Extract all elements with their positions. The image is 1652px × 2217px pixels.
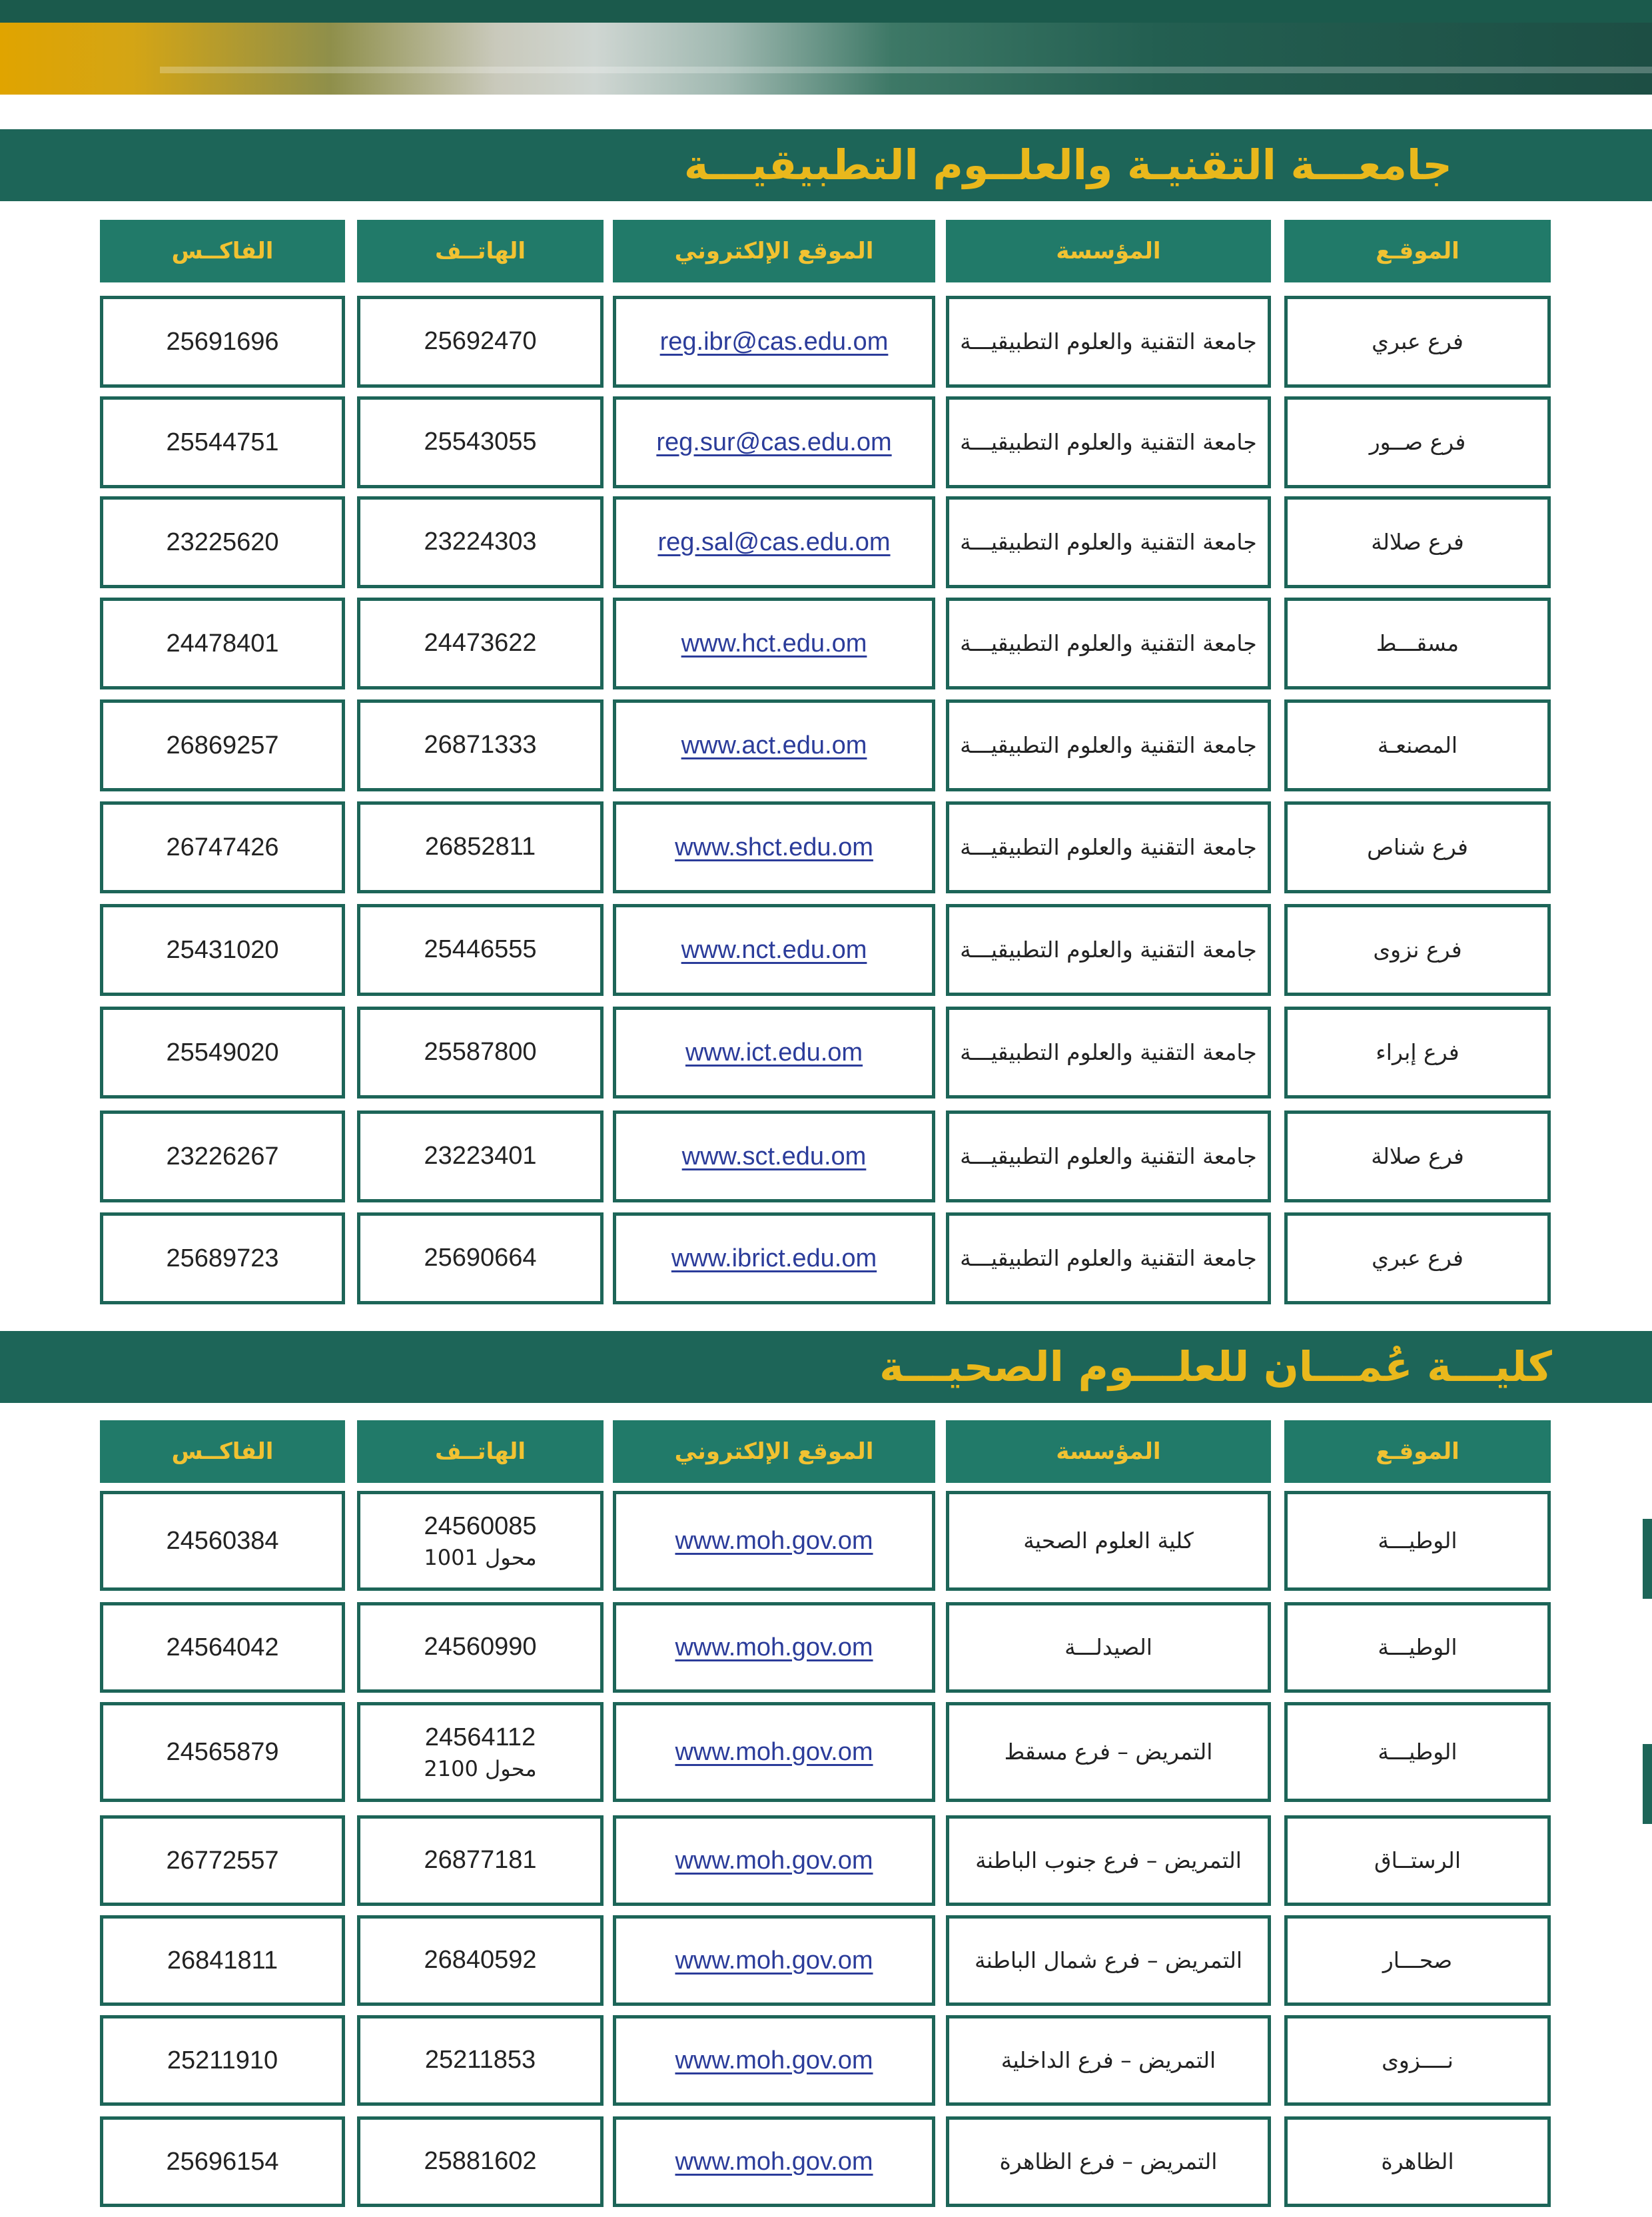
table-cell-website	[613, 396, 935, 488]
website-link[interactable]: www.sct.edu.om	[681, 1142, 867, 1170]
website-link[interactable]: www.nct.edu.om	[681, 935, 867, 964]
table-cell-phone	[357, 1491, 604, 1591]
institution-name: جامعة التقنية والعلوم التطبيقيـــة	[960, 1039, 1257, 1066]
table-cell-fax	[100, 496, 345, 588]
website-link[interactable]: www.hct.edu.om	[681, 629, 867, 658]
fax-number: 24478401	[166, 629, 279, 658]
phone-number	[424, 1943, 536, 1977]
phone-number	[424, 1510, 536, 1572]
phone-main: 25211853	[424, 2046, 536, 2074]
phone-number	[424, 728, 536, 762]
table-cell-institution	[946, 296, 1271, 388]
header-website: الموقع الإلكتروني	[613, 1420, 935, 1483]
table-cell-website	[613, 699, 935, 791]
header-phone: الهاتــف	[357, 1420, 604, 1483]
location-name: نــــزوى	[1382, 2047, 1453, 2074]
phone-main: 25692470	[424, 327, 537, 356]
institution-name: جامعة التقنية والعلوم التطبيقيـــة	[960, 1143, 1257, 1170]
phone-number	[425, 2043, 536, 2077]
phone-main: 24560085	[424, 1512, 537, 1540]
fax-number: 24564042	[166, 1633, 279, 1661]
phone-number	[424, 1721, 536, 1783]
table-cell-institution	[946, 1110, 1271, 1202]
phone-main: 24560990	[424, 1633, 537, 1661]
fax-number: 26772557	[166, 1846, 279, 1875]
table-cell-institution	[946, 1702, 1271, 1802]
table-cell-fax	[100, 1110, 345, 1202]
header-institution: المؤسسة	[946, 220, 1271, 282]
location-name: الرستــاق	[1374, 1847, 1461, 1874]
phone-main: 23224303	[424, 528, 537, 556]
website-link[interactable]: www.moh.gov.om	[675, 2046, 873, 2074]
institution-name: جامعة التقنية والعلوم التطبيقيـــة	[960, 630, 1257, 657]
table-cell-phone	[357, 396, 604, 488]
location-name: الظاهرة	[1381, 2148, 1454, 2175]
header-website: الموقع الإلكتروني	[613, 220, 935, 282]
fax-number: 25544751	[166, 428, 279, 456]
phone-main: 25543055	[424, 428, 537, 456]
header-phone: الهاتــف	[357, 220, 604, 282]
location-name: فرع إبراء	[1376, 1039, 1459, 1066]
table-cell-website	[613, 1815, 935, 1906]
table-cell-location	[1284, 1915, 1551, 2006]
institution-name: جامعة التقنية والعلوم التطبيقيـــة	[960, 732, 1257, 759]
institution-name: التمريض – فرع شمال الباطنة	[974, 1947, 1243, 1974]
phone-number	[424, 525, 536, 559]
phone-number	[424, 1241, 536, 1275]
phone-main: 25881602	[424, 2147, 537, 2176]
table-cell-phone	[357, 1915, 604, 2006]
table-cell-institution	[946, 904, 1271, 996]
table-cell-fax	[100, 904, 345, 996]
banner-stripe	[160, 67, 1652, 73]
website-link[interactable]: www.moh.gov.om	[675, 1633, 873, 1661]
table-cell-fax	[100, 1915, 345, 2006]
table-cell-phone	[357, 1007, 604, 1099]
table-cell-phone	[357, 2116, 604, 2207]
table-cell-phone	[357, 1602, 604, 1693]
table-cell-location	[1284, 296, 1551, 388]
table-cell-website	[613, 2116, 935, 2207]
location-name: المصنعـة	[1377, 732, 1458, 759]
table-cell-fax	[100, 2116, 345, 2207]
table-cell-fax	[100, 699, 345, 791]
website-link[interactable]: www.ibrict.edu.om	[671, 1244, 877, 1272]
location-name: فرع شناص	[1367, 834, 1468, 861]
table-cell-fax	[100, 296, 345, 388]
location-name: فرع نزوى	[1373, 937, 1462, 963]
institution-name: جامعة التقنية والعلوم التطبيقيـــة	[960, 937, 1257, 963]
institution-name: جامعة التقنية والعلوم التطبيقيـــة	[960, 328, 1257, 355]
location-name: فرع عبري	[1372, 1245, 1463, 1272]
phone-main: 26852811	[424, 833, 536, 861]
header-institution: المؤسسة	[946, 1420, 1271, 1483]
table-cell-phone	[357, 598, 604, 689]
table-cell-website	[613, 1702, 935, 1802]
table-cell-institution	[946, 1915, 1271, 2006]
fax-number: 26841811	[167, 1946, 278, 1975]
table-cell-website	[613, 1212, 935, 1304]
phone-number	[424, 1843, 536, 1877]
phone-number	[425, 830, 536, 864]
table-cell-institution	[946, 1007, 1271, 1099]
table-cell-location	[1284, 1212, 1551, 1304]
website-link[interactable]: www.moh.gov.om	[675, 1737, 873, 1766]
location-name: الوطيـــة	[1378, 1739, 1457, 1765]
table-cell-fax	[100, 2015, 345, 2106]
location-name: الوطيـــة	[1378, 1528, 1457, 1554]
fax-number: 25431020	[166, 935, 279, 964]
table-cell-phone	[357, 2015, 604, 2106]
table-cell-website	[613, 801, 935, 893]
table-cell-location	[1284, 1815, 1551, 1906]
location-name: فرع عبري	[1372, 328, 1463, 355]
table-cell-institution	[946, 396, 1271, 488]
phone-extension: محول 2100	[424, 1756, 537, 1782]
phone-main: 25446555	[424, 935, 537, 964]
fax-number: 26869257	[166, 731, 279, 759]
table-cell-website	[613, 1007, 935, 1099]
website-link[interactable]: www.moh.gov.om	[675, 1526, 873, 1555]
table-cell-location	[1284, 699, 1551, 791]
table-cell-phone	[357, 1110, 604, 1202]
phone-main: 26877181	[424, 1846, 537, 1875]
table-cell-fax	[100, 1602, 345, 1693]
table-cell-institution	[946, 1602, 1271, 1693]
table-cell-location	[1284, 2015, 1551, 2106]
phone-extension: محول 1001	[424, 1545, 537, 1571]
institution-name: جامعة التقنية والعلوم التطبيقيـــة	[960, 834, 1257, 861]
table-cell-institution	[946, 699, 1271, 791]
table-cell-fax	[100, 1491, 345, 1591]
phone-main: 26840592	[424, 1946, 537, 1975]
phone-number	[424, 2144, 536, 2178]
table-cell-website	[613, 2015, 935, 2106]
institution-name: الصيدلـــة	[1064, 1634, 1152, 1661]
table-cell-location	[1284, 904, 1551, 996]
table-cell-phone	[357, 801, 604, 893]
institution-name: جامعة التقنية والعلوم التطبيقيـــة	[960, 429, 1257, 456]
location-name: فرع صــور	[1369, 429, 1466, 456]
institution-name: التمريض – فرع الظاهرة	[999, 2148, 1218, 2175]
table-cell-website	[613, 1915, 935, 2006]
fax-number: 25691696	[166, 327, 279, 356]
phone-main: 26871333	[424, 731, 537, 759]
phone-number	[424, 933, 536, 967]
table-cell-location	[1284, 2116, 1551, 2207]
institution-name: التمريض – فرع جنوب الباطنة	[975, 1847, 1242, 1874]
section-bar-health-college	[0, 1331, 1652, 1403]
phone-main: 25587800	[424, 1038, 537, 1067]
phone-main: 24473622	[424, 629, 537, 658]
table-cell-location	[1284, 1702, 1551, 1802]
table-cell-institution	[946, 1212, 1271, 1304]
website-link[interactable]: reg.sur@cas.edu.om	[656, 428, 892, 456]
website-link[interactable]: www.moh.gov.om	[675, 1846, 873, 1875]
table-cell-fax	[100, 396, 345, 488]
table-cell-fax	[100, 1815, 345, 1906]
fax-number: 26747426	[166, 833, 279, 861]
header-fax: الفاكــس	[100, 220, 345, 282]
phone-main: 25690664	[424, 1244, 537, 1272]
table-cell-fax	[100, 1212, 345, 1304]
table-cell-location	[1284, 496, 1551, 588]
website-link[interactable]: reg.sal@cas.edu.om	[657, 528, 891, 556]
banner-gradient	[0, 23, 1652, 95]
table-cell-phone	[357, 296, 604, 388]
fax-number: 24565879	[166, 1737, 279, 1766]
table-cell-phone	[357, 496, 604, 588]
fax-number: 25689723	[166, 1244, 279, 1272]
institution-name: جامعة التقنية والعلوم التطبيقيـــة	[960, 529, 1257, 556]
phone-number	[424, 1139, 536, 1173]
table-cell-website	[613, 598, 935, 689]
table-cell-institution	[946, 2116, 1271, 2207]
institution-name: كلية العلوم الصحية	[1023, 1528, 1194, 1554]
table-cell-location	[1284, 1007, 1551, 1099]
location-name: الوطيـــة	[1378, 1634, 1457, 1661]
phone-number	[424, 425, 536, 459]
website-link[interactable]: www.act.edu.om	[681, 731, 867, 759]
phone-number	[424, 324, 536, 358]
table-cell-website	[613, 904, 935, 996]
fax-number: 25696154	[166, 2147, 279, 2176]
institution-name: التمريض – فرع الداخلية	[1001, 2047, 1216, 2074]
website-link[interactable]: www.shct.edu.om	[675, 833, 873, 861]
location-name: فرع صلالة	[1371, 529, 1464, 556]
page-edge-tab	[1643, 1519, 1652, 1599]
table-cell-institution	[946, 1815, 1271, 1906]
table-cell-phone	[357, 699, 604, 791]
table-cell-location	[1284, 1491, 1551, 1591]
table-cell-location	[1284, 598, 1551, 689]
section-title-health-college: كليـــة عُمـــان للعلـــوم الصحيـــة	[879, 1342, 1552, 1391]
fax-number: 23225620	[166, 528, 279, 556]
phone-main: 24564112	[424, 1723, 536, 1751]
table-cell-fax	[100, 1702, 345, 1802]
banner-top-line	[0, 0, 1652, 23]
table-cell-institution	[946, 598, 1271, 689]
location-name: فرع صلالة	[1371, 1143, 1464, 1170]
website-link[interactable]: www.moh.gov.om	[675, 2147, 873, 2176]
table-cell-website	[613, 1110, 935, 1202]
phone-number	[424, 1035, 536, 1069]
institution-name: التمريض – فرع مسقط	[1004, 1739, 1213, 1765]
table-cell-website	[613, 1602, 935, 1693]
fax-number: 25549020	[166, 1038, 279, 1067]
section-title-university: جامعـــة التقنيـة والعلــوم التطبيقيـــة	[683, 141, 1452, 189]
location-name: صحـــار	[1382, 1947, 1453, 1974]
website-link[interactable]: reg.ibr@cas.edu.om	[659, 327, 889, 356]
phone-number	[424, 1630, 536, 1664]
table-cell-location	[1284, 396, 1551, 488]
page-edge-tab	[1643, 1744, 1652, 1824]
section-bar-university	[0, 129, 1652, 201]
phone-number	[424, 626, 536, 660]
fax-number: 25211910	[167, 2046, 278, 2074]
table-cell-phone	[357, 904, 604, 996]
table-cell-phone	[357, 1702, 604, 1802]
header-location: الموقـع	[1284, 220, 1551, 282]
table-cell-institution	[946, 496, 1271, 588]
header-fax: الفاكــس	[100, 1420, 345, 1483]
table-cell-location	[1284, 1602, 1551, 1693]
table-cell-institution	[946, 801, 1271, 893]
table-cell-location	[1284, 801, 1551, 893]
institution-name: جامعة التقنية والعلوم التطبيقيـــة	[960, 1245, 1257, 1272]
table-cell-fax	[100, 598, 345, 689]
table-cell-institution	[946, 2015, 1271, 2106]
table-cell-fax	[100, 801, 345, 893]
table-cell-website	[613, 296, 935, 388]
fax-number: 24560384	[166, 1526, 279, 1555]
location-name: مسقـــط	[1376, 630, 1459, 657]
fax-number: 23226267	[166, 1142, 279, 1170]
table-cell-phone	[357, 1212, 604, 1304]
header-banner	[0, 0, 1652, 95]
table-cell-website	[613, 1491, 935, 1591]
website-link[interactable]: www.ict.edu.om	[685, 1038, 863, 1067]
table-cell-fax	[100, 1007, 345, 1099]
table-cell-institution	[946, 1491, 1271, 1591]
table-cell-phone	[357, 1815, 604, 1906]
table-cell-website	[613, 496, 935, 588]
table-cell-location	[1284, 1110, 1551, 1202]
website-link[interactable]: www.moh.gov.om	[675, 1946, 873, 1975]
phone-main: 23223401	[424, 1142, 537, 1170]
header-location: الموقـع	[1284, 1420, 1551, 1483]
